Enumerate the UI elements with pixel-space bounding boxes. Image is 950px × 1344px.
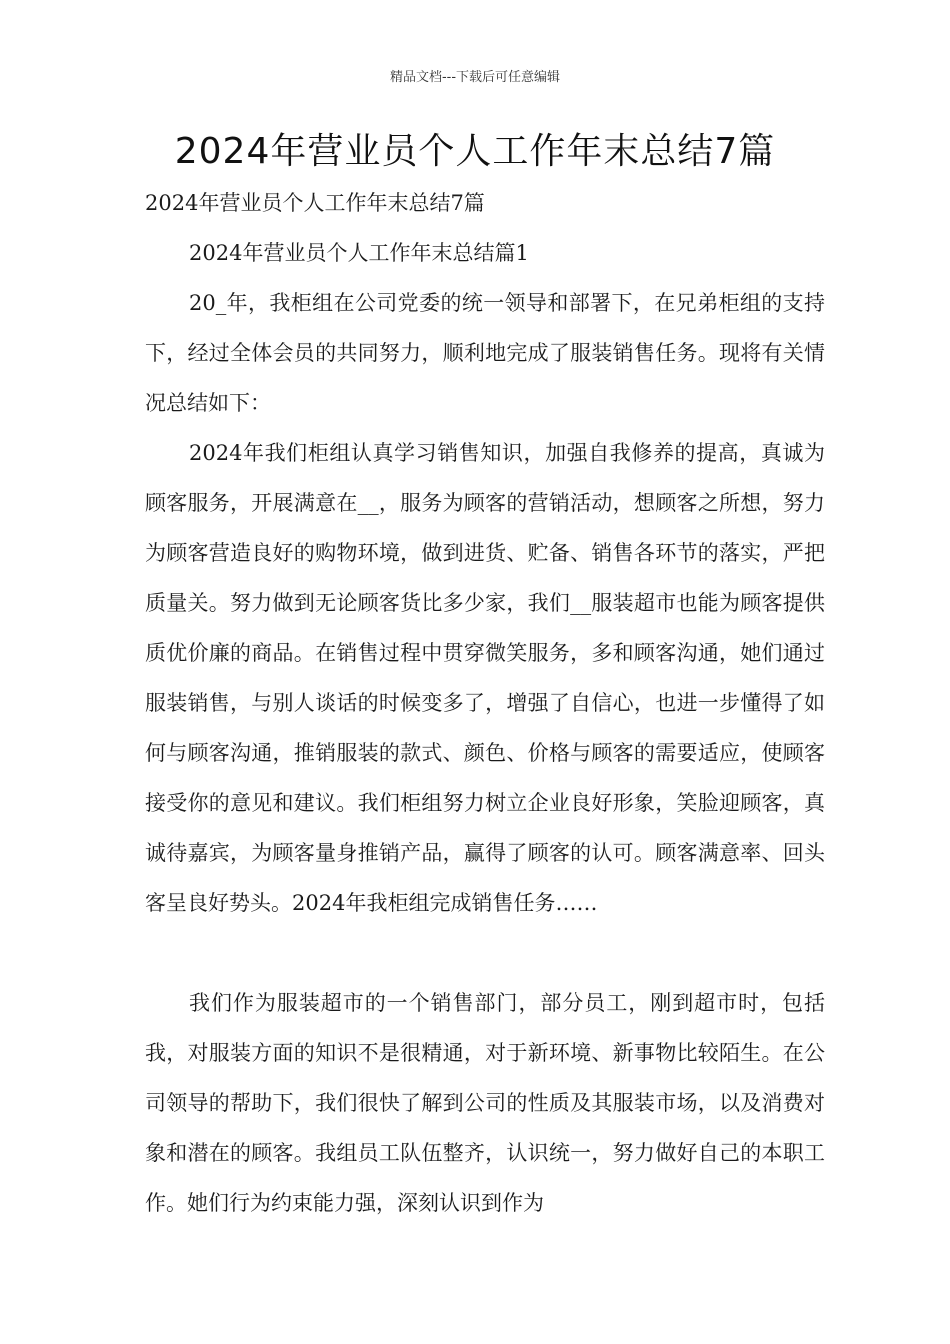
page-title: 2024年营业员个人工作年末总结7篇 bbox=[174, 131, 776, 172]
document-subtitle: 2024年营业员个人工作年末总结7篇 bbox=[145, 191, 485, 215]
paragraph: 2024年我们柜组认真学习销售知识，加强自我修养的提高，真诚为顾客服务，开展满意在__，服务为顾客的营销活动，想顾客之所想，努力为顾客营造良好的购物环境，做到进货、贮备、销售各环节的落实，严把质量关。努力做到无论顾客货比多少家，我们__服装超市也能为顾客提供质优价廉的商品。在销售过程中贯穿微笑服务，多和顾客沟通，她们通过服装销售，与别人谈话的时候变多了，增强了自信心，也进一步懂得了如何与顾客沟通，推销服装的款式、颜色、价格与顾客的需要适应，使顾客接受你的意见和建议。我们柜组努力树立企业良好形象，笑脸迎顾客，真诚待嘉宾，为顾客量身推销产品，赢得了顾客的认可。顾客满意率、回头客呈良好势头。2024年我柜组完成销售任务…… bbox=[145, 441, 825, 915]
section-heading: 2024年营业员个人工作年末总结篇1 bbox=[189, 241, 529, 265]
paragraph: 我们作为服装超市的一个销售部门，部分员工，刚到超市时，包括我，对服装方面的知识不是很精通，对于新环境、新事物比较陌生。在公司领导的帮助下，我们很快了解到公司的性质及其服装市场，以及消费对象和潜在的顾客。我组员工队伍整齐，认识统一，努力做好自己的本职工作。她们行为约束能力强，深刻认识到作为 bbox=[145, 991, 825, 1215]
paragraph-block bbox=[145, 428, 825, 928]
paragraph: 20_年，我柜组在公司党委的统一领导和部署下，在兄弟柜组的支持下，经过全体会员的共同努力，顺利地完成了服装销售任务。现将有关情况总结如下： bbox=[145, 291, 825, 415]
paragraph-block bbox=[145, 978, 825, 1228]
header-note: 精品文档---下载后可任意编辑 bbox=[389, 70, 561, 85]
paragraph-block bbox=[145, 278, 825, 428]
